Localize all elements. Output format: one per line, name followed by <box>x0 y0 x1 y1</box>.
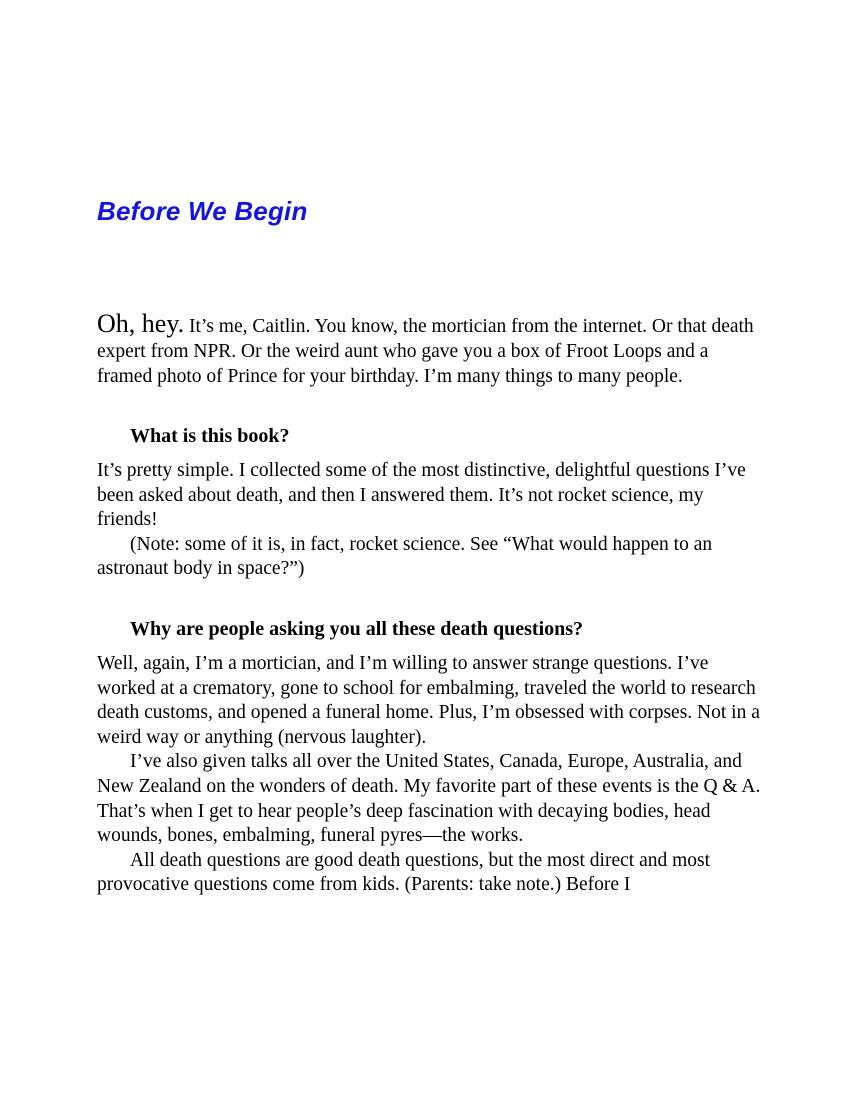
paragraph: Well, again, I’m a mortician, and I’m willing to answer strange questions. I’ve worked at a crematory, gone to school for embalming, traveled the world to research death customs, and opened a funeral home. Plus, I’m obsessed with corpses. Not in a weird way or anything (nervous laughter). <box>97 652 760 748</box>
paragraph: I’ve also given talks all over the United States, Canada, Europe, Australia, and New Zealand on the wonders of death. My favorite part of these events is the Q & A. That’s when I get to hear people’s deep fascination with decaying bodies, head wounds, bones, embalming, funeral pyres—the works. <box>97 751 761 847</box>
paragraph: (Note: some of it is, in fact, rocket science. See “What would happen to an astronaut body in space?”) <box>97 533 713 580</box>
paragraph: It’s pretty simple. I collected some of the most distinctive, delightful questions I’ve been asked about death, and then I answered them. It’s not rocket science, my friends! <box>97 460 746 531</box>
section-heading-what-is-this-book: What is this book? <box>130 425 290 447</box>
page-content <box>97 196 765 898</box>
lead-opening: Oh, hey. <box>97 309 185 338</box>
lead-paragraph <box>97 311 765 389</box>
lead-rest: It’s me, Caitlin. You know, the mortician from the internet. Or that death expert from NPR. Or the weird aunt who gave you a box of Froot Loops and a framed photo of Prince for your birthday. I’m many things to many people. <box>97 316 754 387</box>
paragraph: All death questions are good death questions, but the most direct and most provocative questions come from kids. (Parents: take note.) Before I <box>97 849 711 896</box>
chapter-title: Before We Begin <box>97 196 308 226</box>
section-heading-why-are-people-asking: Why are people asking you all these death questions? <box>130 617 584 640</box>
